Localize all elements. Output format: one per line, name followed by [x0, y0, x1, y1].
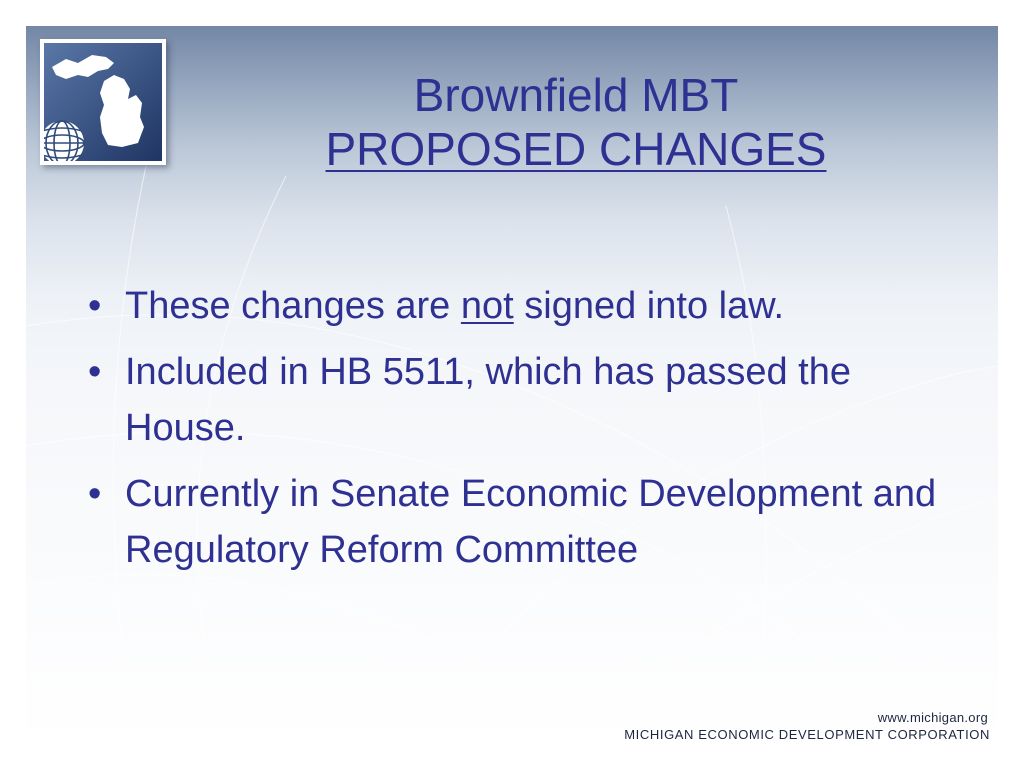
bullet-dot: • — [88, 473, 102, 515]
title-line-2: PROPOSED CHANGES — [325, 123, 827, 175]
bullet-text-emphasis: not — [460, 285, 514, 327]
bullet-item — [88, 344, 968, 456]
bullet-text-before: These changes are — [125, 285, 461, 327]
bullet-dot: • — [88, 351, 102, 393]
title-line-1: Brownfield MBT — [413, 69, 739, 121]
bullet-item — [88, 278, 968, 334]
bullet-item — [88, 466, 968, 578]
michigan-map-globe-icon — [44, 43, 162, 161]
slide — [26, 26, 998, 748]
footer-organization: MICHIGAN ECONOMIC DEVELOPMENT CORPORATION — [624, 727, 990, 742]
slide-title — [206, 68, 946, 176]
bullet-text-after: signed into law. — [513, 285, 785, 327]
bullet-text: Included in HB 5511, which has passed the House. — [125, 351, 851, 449]
logo — [40, 39, 166, 165]
bullet-text: Currently in Senate Economic Development and Regulatory Reform Committee — [125, 473, 937, 571]
bullet-dot: • — [88, 285, 102, 327]
bullet-list — [88, 278, 968, 588]
footer-url: www.michigan.org — [877, 710, 988, 725]
